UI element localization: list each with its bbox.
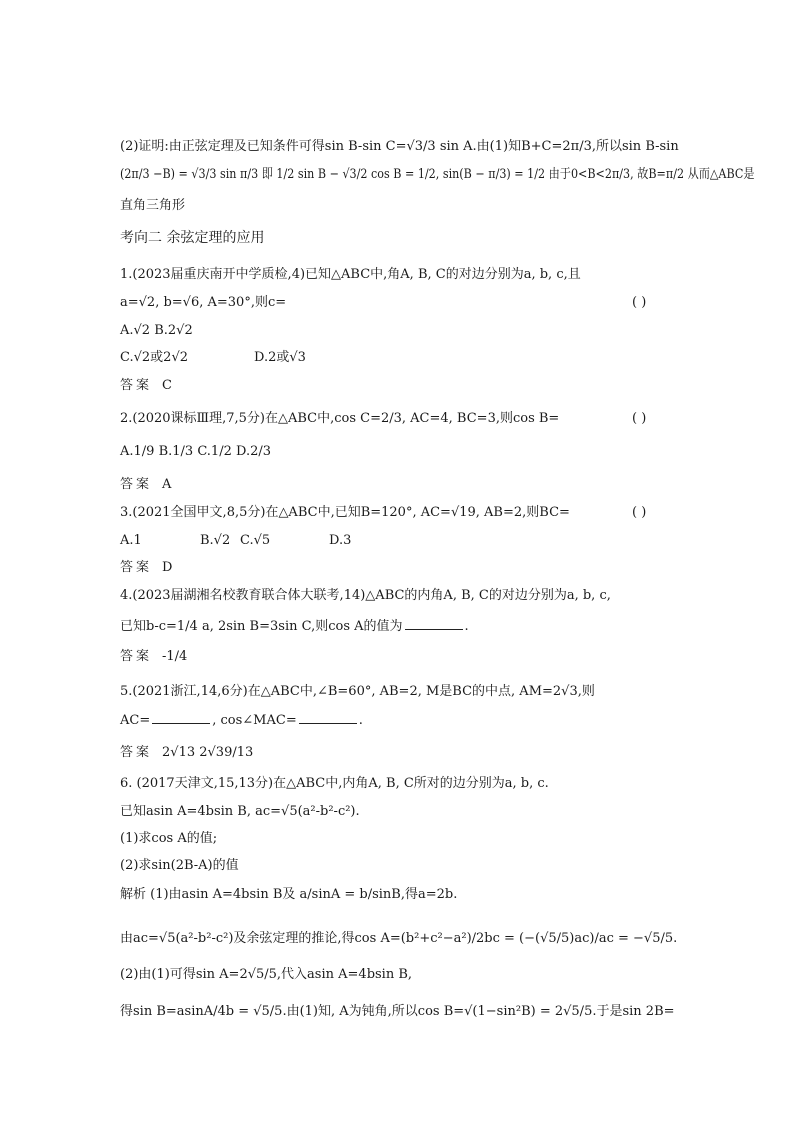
- proof-line-1: (2)证明:由正弦定理及已知条件可得sin B-sin C=√3/3 sin A.由(1)知B+C=2π/3,所以sin B-sin: [120, 139, 679, 154]
- answer-label: 答案: [120, 560, 153, 575]
- q2-answer: [120, 476, 171, 494]
- q4-stem-line-1: 4.(2023届湖湘名校教育联合体大联考,14)△ABC的内角A, B, C的对边分别为a, b, c,: [120, 588, 611, 603]
- answer-value: D: [162, 560, 173, 575]
- q2-stem: 2.(2020课标Ⅲ理,7,5分)在△ABC中,cos C=2/3, AC=4, BC=3,则cos B=: [120, 411, 560, 426]
- proof-line-3: 直角三角形: [120, 198, 186, 213]
- q6-solution-line-3: (2)由(1)可得sin A=2√5/5,代入asin A=4bsin B,: [120, 967, 413, 982]
- q1-option-c: C.√2或2√2: [120, 350, 188, 365]
- q5-stem-line-2: [120, 711, 363, 730]
- q5-answer-blank-1: [152, 711, 210, 724]
- q1-answer-parentheses: ( ): [632, 295, 647, 310]
- q1-options-ab: A.√2 B.2√2: [120, 323, 193, 338]
- q6-solution-line-2: 由ac=√5(a²-b²-c²)及余弦定理的推论,得cos A=(b²+c²−a²)/2bc = (−(√5/5)ac)/ac = −√5/5.: [120, 931, 678, 946]
- q6-stem-line-1: 6. (2017天津文,15,13分)在△ABC中,内角A, B, C所对的边分别为a, b, c.: [120, 776, 549, 791]
- q4-answer: [120, 648, 187, 666]
- q1-answer: [120, 377, 172, 395]
- q3-option-a: A.1: [120, 533, 142, 548]
- q3-option-b: B.√2: [200, 533, 231, 548]
- q3-option-d: D.3: [329, 533, 352, 548]
- q6-stem-line-2: 已知asin A=4bsin B, ac=√5(a²-b²-c²).: [120, 804, 360, 819]
- q5-stem-ac: AC=: [120, 713, 151, 728]
- q6-part-2: (2)求sin(2B-A)的值: [120, 858, 239, 873]
- answer-label: 答案: [120, 649, 153, 664]
- q4-stem-line-2: [120, 617, 469, 636]
- q3-answer: [120, 559, 172, 577]
- answer-value: A: [162, 477, 172, 492]
- q6-solution-line-1: 解析 (1)由asin A=4bsin B及 a/sinA = b/sinB,得a=2b.: [120, 887, 458, 902]
- answer-value: C: [162, 378, 172, 393]
- q5-stem-end: .: [358, 713, 363, 728]
- q6-part-1: (1)求cos A的值;: [120, 831, 218, 846]
- section-heading: 考向二 余弦定理的应用: [120, 230, 265, 246]
- q3-answer-parentheses: ( ): [632, 505, 647, 520]
- q5-answer-blank-2: [299, 711, 357, 724]
- proof-line-2: (2π/3 −B) = √3/3 sin π/3 即 1/2 sin B − √3/2 cos B = 1/2, sin(B − π/3) = 1/2 由于0<B<2π/3, 故B=π/2 从而△ABC是: [120, 167, 755, 182]
- q5-answer: [120, 744, 253, 762]
- q1-stem-line-1: 1.(2023届重庆南开中学质检,4)已知△ABC中,角A, B, C的对边分别为a, b, c,且: [120, 267, 581, 282]
- answer-value: 2√13 2√39/13: [162, 745, 254, 760]
- q2-answer-parentheses: ( ): [632, 411, 647, 426]
- q6-solution-line-4: 得sin B=asinA/4b = √5/5.由(1)知, A为钝角,所以cos B=√(1−sin²B) = 2√5/5.于是sin 2B=: [120, 1004, 675, 1019]
- q1-stem-line-2: a=√2, b=√6, A=30°,则c=: [120, 295, 287, 310]
- q4-stem-end: .: [464, 619, 469, 634]
- answer-value: -1/4: [162, 649, 188, 664]
- q2-options: A.1/9 B.1/3 C.1/2 D.2/3: [120, 444, 271, 459]
- q4-stem-text: 已知b-c=1/4 a, 2sin B=3sin C,则cos A的值为: [120, 619, 403, 634]
- q5-stem-cos: , cos∠MAC=: [212, 713, 297, 728]
- answer-label: 答案: [120, 745, 153, 760]
- q3-stem: 3.(2021全国甲文,8,5分)在△ABC中,已知B=120°, AC=√19, AB=2,则BC=: [120, 505, 570, 520]
- answer-label: 答案: [120, 378, 153, 393]
- answer-label: 答案: [120, 477, 153, 492]
- q4-answer-blank: [405, 617, 463, 630]
- q5-stem-line-1: 5.(2021浙江,14,6分)在△ABC中,∠B=60°, AB=2, M是BC的中点, AM=2√3,则: [120, 684, 595, 699]
- q1-option-d: D.2或√3: [254, 350, 306, 365]
- q3-option-c: C.√5: [240, 533, 271, 548]
